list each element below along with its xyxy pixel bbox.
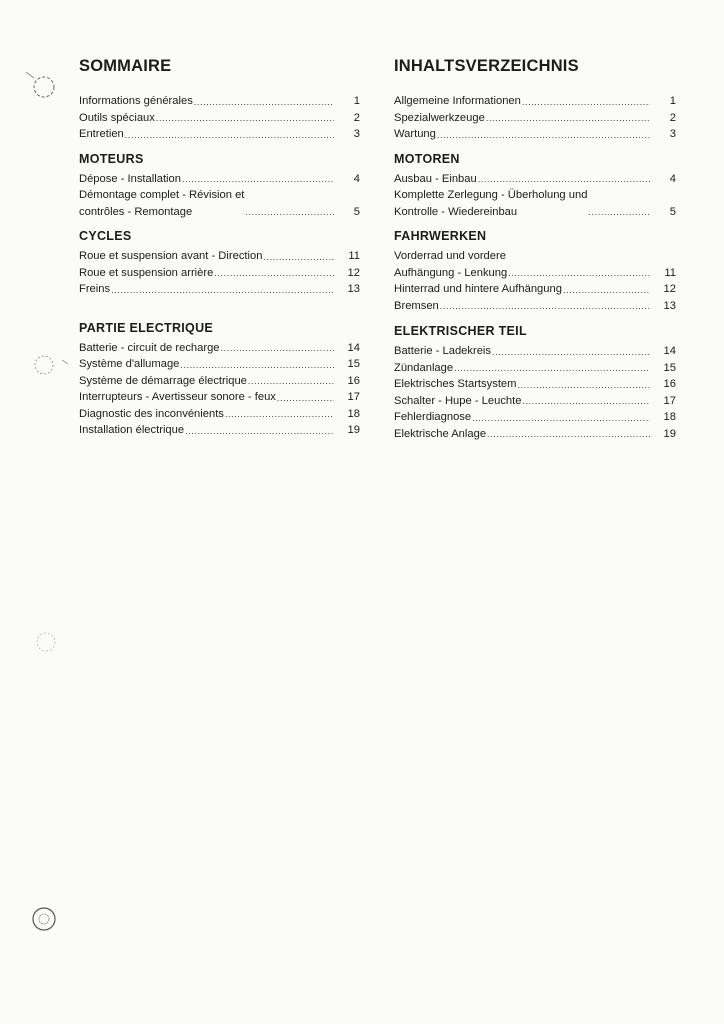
toc-entry[interactable]: Allgemeine Informationen ..... 1 (394, 93, 676, 110)
toc-entry[interactable]: Wartung ..... 3 (394, 126, 676, 143)
punch-hole-mark-icon (24, 70, 64, 104)
toc-section-motoren (394, 151, 676, 221)
toc-title: SOMMAIRE (79, 57, 172, 75)
toc-entry[interactable]: Roue et suspension arrière ..... 12 (79, 265, 360, 282)
punch-hole-mark-icon (28, 903, 62, 935)
toc-column-french (79, 56, 360, 439)
toc-entry[interactable]: Freins ..... 13 (79, 281, 360, 298)
toc-entry[interactable]: Schalter - Hupe - Leuchte ..... 17 (394, 393, 676, 410)
toc-entry[interactable]: Batterie - Ladekreis ..... 14 (394, 343, 676, 360)
toc-section-moteurs (79, 151, 360, 221)
toc-entry[interactable]: Ausbau - Einbau ..... 4 (394, 171, 676, 188)
section-heading: MOTOREN (394, 151, 460, 166)
toc-title: INHALTSVERZEICHNIS (394, 57, 579, 75)
section-heading: PARTIE ELECTRIQUE (79, 320, 214, 335)
toc-section-partie-electrique (79, 320, 360, 439)
section-heading: CYCLES (79, 229, 132, 243)
toc-entry[interactable]: Démontage complet - Révision et contrôles - Remontage ..... 5 (79, 187, 360, 220)
toc-section-fahrwerken (394, 228, 676, 314)
toc-entry[interactable]: Vorderrad und vordere Aufhängung - Lenkung ..... 11 (394, 248, 676, 281)
toc-entry[interactable]: Entretien ..... 3 (79, 126, 360, 143)
toc-entry[interactable]: Zündanlage ..... 15 (394, 360, 676, 377)
toc-entry[interactable]: Hinterrad und hintere Aufhängung ..... 12 (394, 281, 676, 298)
toc-entry[interactable]: Système d'allumage ..... 15 (79, 356, 360, 373)
toc-entry[interactable]: Système de démarrage électrique ..... 16 (79, 373, 360, 390)
toc-entry[interactable]: Komplette Zerlegung - Überholung und Kontrolle - Wiedereinbau ..... 5 (394, 187, 676, 220)
toc-entry[interactable]: Interrupteurs - Avertisseur sonore - feux ..... 17 (79, 389, 360, 406)
toc-section-elektrischer-teil (394, 323, 676, 442)
toc-entry[interactable]: Dépose - Installation ..... 4 (79, 171, 360, 188)
toc-entry[interactable]: Batterie - circuit de recharge ..... 14 (79, 340, 360, 357)
toc-entry[interactable]: Elektrische Anlage ..... 19 (394, 426, 676, 443)
toc-entry[interactable]: Diagnostic des inconvénients ..... 18 (79, 406, 360, 423)
punch-hole-mark-icon (30, 628, 64, 656)
toc-section-general (79, 93, 360, 143)
section-heading: ELEKTRISCHER TEIL (394, 324, 527, 338)
toc-section-allgemein (394, 93, 676, 143)
toc-entry[interactable]: Elektrisches Startsystem ..... 16 (394, 376, 676, 393)
toc-entry[interactable]: Roue et suspension avant - Direction ..... 11 (79, 248, 360, 265)
toc-entry[interactable]: Bremsen ..... 13 (394, 298, 676, 315)
toc-entry[interactable]: Outils spéciaux ..... 2 (79, 110, 360, 127)
toc-entry[interactable]: Fehlerdiagnose ..... 18 (394, 409, 676, 426)
toc-section-cycles (79, 228, 360, 298)
section-heading: FAHRWERKEN (394, 229, 487, 243)
toc-entry[interactable]: Informations générales ..... 1 (79, 93, 360, 110)
toc-column-german (394, 56, 676, 442)
punch-hole-mark-icon (28, 350, 72, 380)
section-heading: MOTEURS (79, 151, 144, 166)
toc-entry[interactable]: Installation électrique ..... 19 (79, 422, 360, 439)
toc-entry[interactable]: Spezialwerkzeuge ..... 2 (394, 110, 676, 127)
